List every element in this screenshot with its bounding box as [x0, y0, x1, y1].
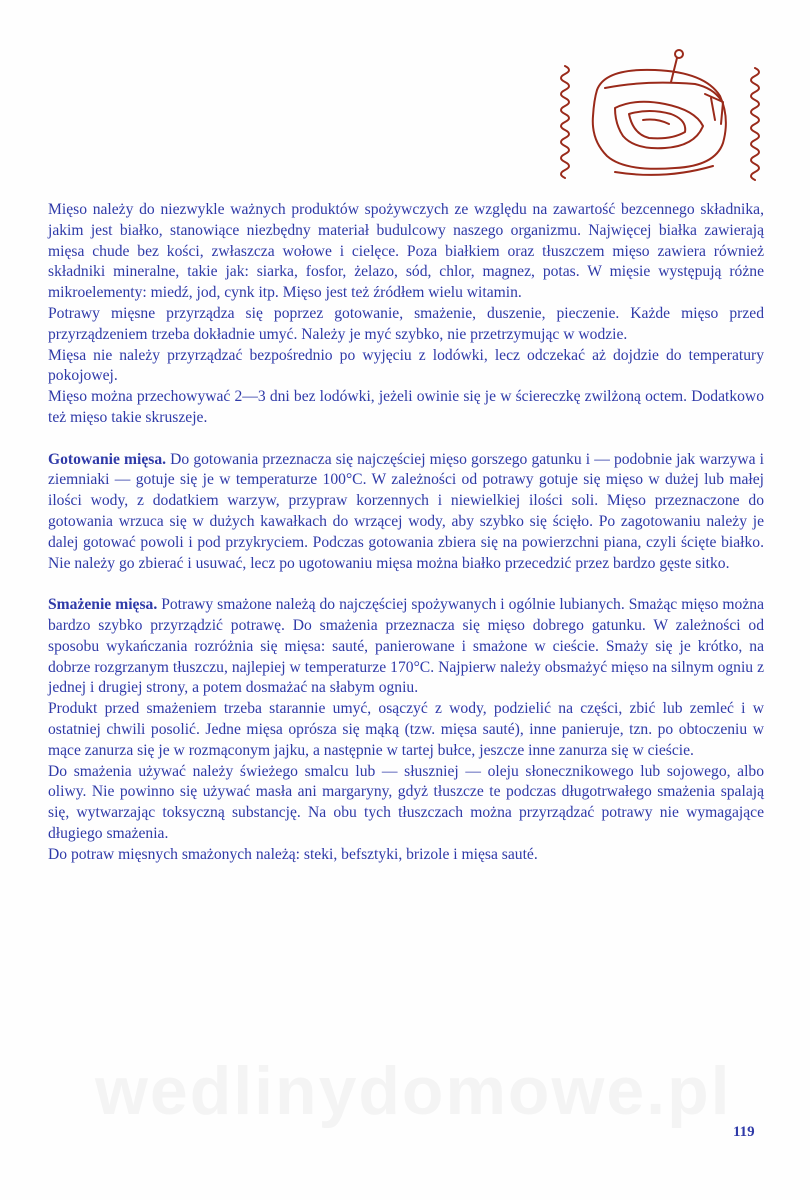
boiling-body: Do gotowania przeznacza się najczęściej mięso gorszego gatunku i — podobnie jak warzywa i ziemniaki — gotuje się je w temperaturze 100°C. W zależności od potrawy gotuje się mięso w dużej lub małej ilości wody, z dodatkiem warzyw, przypraw korzennych i niewielkiej ilości soli. Mięso przeznaczone do gotowania wrzuca się w dużych kawałkach do wrzącej wody, aby szybko się ścięło. Po zagotowaniu należy je dalej gotować powoli i pod przykryciem. Podczas gotowania zbiera się na powierzchni piana, czyli ścięte białko. Nie należy go zbierać i usuwać, lecz po ugotowaniu mięsa można białko przecedzić przez bardzo gęste sitko.: [48, 450, 764, 572]
frying-section: [48, 595, 764, 699]
boiling-heading: Gotowanie mięsa.: [48, 450, 167, 468]
cooked-meat-roast-icon: [545, 48, 780, 193]
intro-paragraph-2: Potrawy mięsne przyrządza się poprzez gotowanie, smażenie, duszenie, pieczenie. Każde mięso przed przyrządzeniem trzeba dokładnie umyć. Należy je myć szybko, nie przetrzymując w wodzie.: [48, 304, 764, 343]
frying-paragraph-4: Do potraw mięsnych smażonych należą: steki, befsztyki, brizole i mięsa sauté.: [48, 845, 538, 863]
frying-heading: Smażenie mięsa.: [48, 596, 158, 614]
frying-paragraph-3: Do smażenia używać należy świeżego smalcu lub — słuszniej — oleju słonecznikowego lub sojowego, albo oliwy. Nie powinno się używać masła ani margaryny, gdyż tłuszcze te podczas długotrwałego smażenia spalają się, wytwarzając toksyczną substancję. Na obu tych tłuszczach można przyrządzać potrawy nie wymagające długiego smażenia.: [48, 762, 764, 842]
page-number: 119: [733, 1124, 755, 1140]
intro-paragraph-1: Mięso należy do niezwykle ważnych produktów spożywczych ze względu na zawartość bezcennego składnika, jakim jest białko, stanowiące niezbędny materiał budulcowy naszego organizmu. Najwięcej białka zawierają mięsa chude bez kości, zwłaszcza wołowe i cielęce. Poza białkiem oraz tłuszczem mięso zawiera również składniki mineralne, takie jak: siarka, fosfor, żelazo, sód, chlor, magnez, potas. W mięsie występują różne mikroelementy: miedź, jod, cynk itp. Mięso jest też źródłem wielu witamin.: [48, 201, 764, 302]
boiling-section: [48, 450, 764, 575]
intro-paragraph-3: Mięsa nie należy przyrządzać bezpośrednio po wyjęciu z lodówki, lecz odczekać aż dojdzie do temperatury pokojowej.: [48, 346, 764, 385]
frying-paragraph-2: Produkt przed smażeniem trzeba starannie umyć, osączyć z wody, podzielić na części, zbić lub zemleć i w ostatniej chwili posolić. Jedne mięsa oprósza się mąką (tzw. mięsa sauté), inne panieruje, tzn. po obtoczeniu w mące zanurza się je w rozmąconym jajku, a następnie w tartej bułce, jeszcze inne zanurza się w cieście.: [48, 700, 764, 759]
article-text: [48, 200, 764, 866]
watermark: wedlinydomowe.pl: [95, 1053, 732, 1129]
intro-paragraph-4: Mięso można przechowywać 2—3 dni bez lodówki, jeżeli owinie się je w ściereczkę zwilżoną octem. Dodatkowo też mięso takie skruszeje.: [48, 388, 764, 426]
frying-body: Potrawy smażone należą do najczęściej spożywanych i ogólnie lubianych. Smażąc mięso można bardzo szybko przyrządzić potrawę. Do smażenia przeznacza się mięso dobrego gatunku. W zależności od sposobu wykańczania rozróżnia się mięsa: sauté, panierowane i smażone w cieście. Smaży się je krótko, na dobrze rozgrzanym tłuszczu, najlepiej w temperaturze 170°C. Najpierw należy obsmażyć mięso na silnym ogniu z jednej i drugiej strony, a potem dosmażać na słabym ogniu.: [48, 596, 764, 697]
